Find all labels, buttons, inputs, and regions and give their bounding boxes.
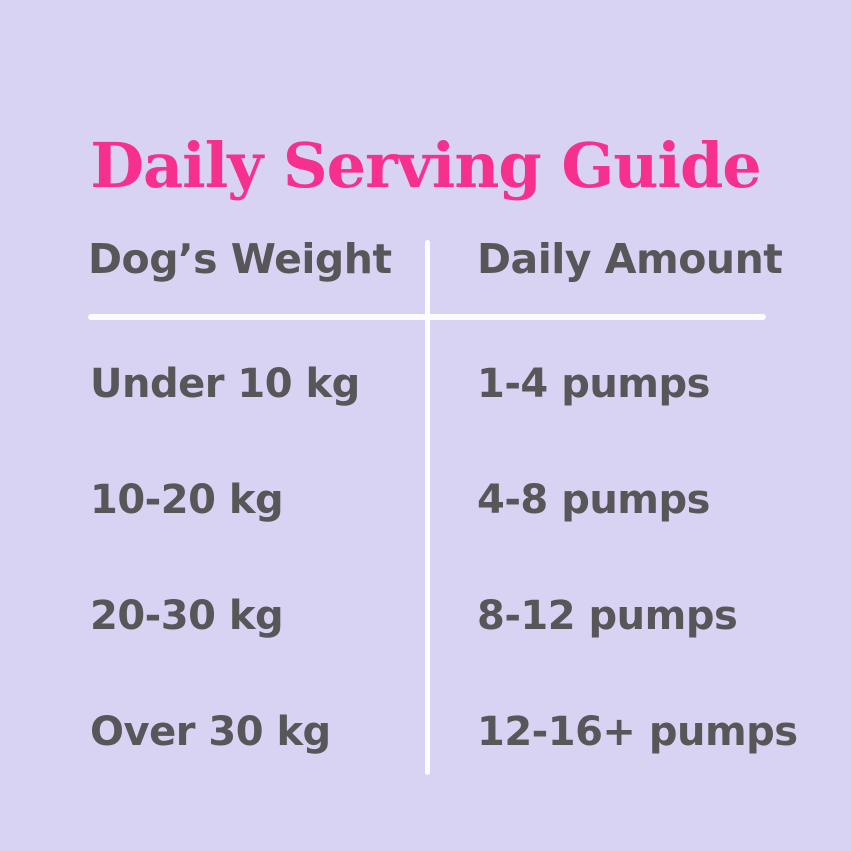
table-cell-weight: Over 30 kg [90,709,331,755]
table-cell-amount: 8-12 pumps [477,593,738,639]
header-divider [88,314,766,320]
table-cell-weight: 20-30 kg [90,593,284,639]
column-header-dogs-weight: Dog’s Weight [88,235,392,283]
vertical-divider [425,240,430,775]
table-cell-amount: 12-16+ pumps [477,709,798,755]
column-header-daily-amount: Daily Amount [477,235,783,283]
table-cell-weight: Under 10 kg [90,361,360,407]
table-cell-weight: 10-20 kg [90,477,284,523]
table-cell-amount: 4-8 pumps [477,477,710,523]
page-title: Daily Serving Guide [90,128,761,202]
table-cell-amount: 1-4 pumps [477,361,710,407]
